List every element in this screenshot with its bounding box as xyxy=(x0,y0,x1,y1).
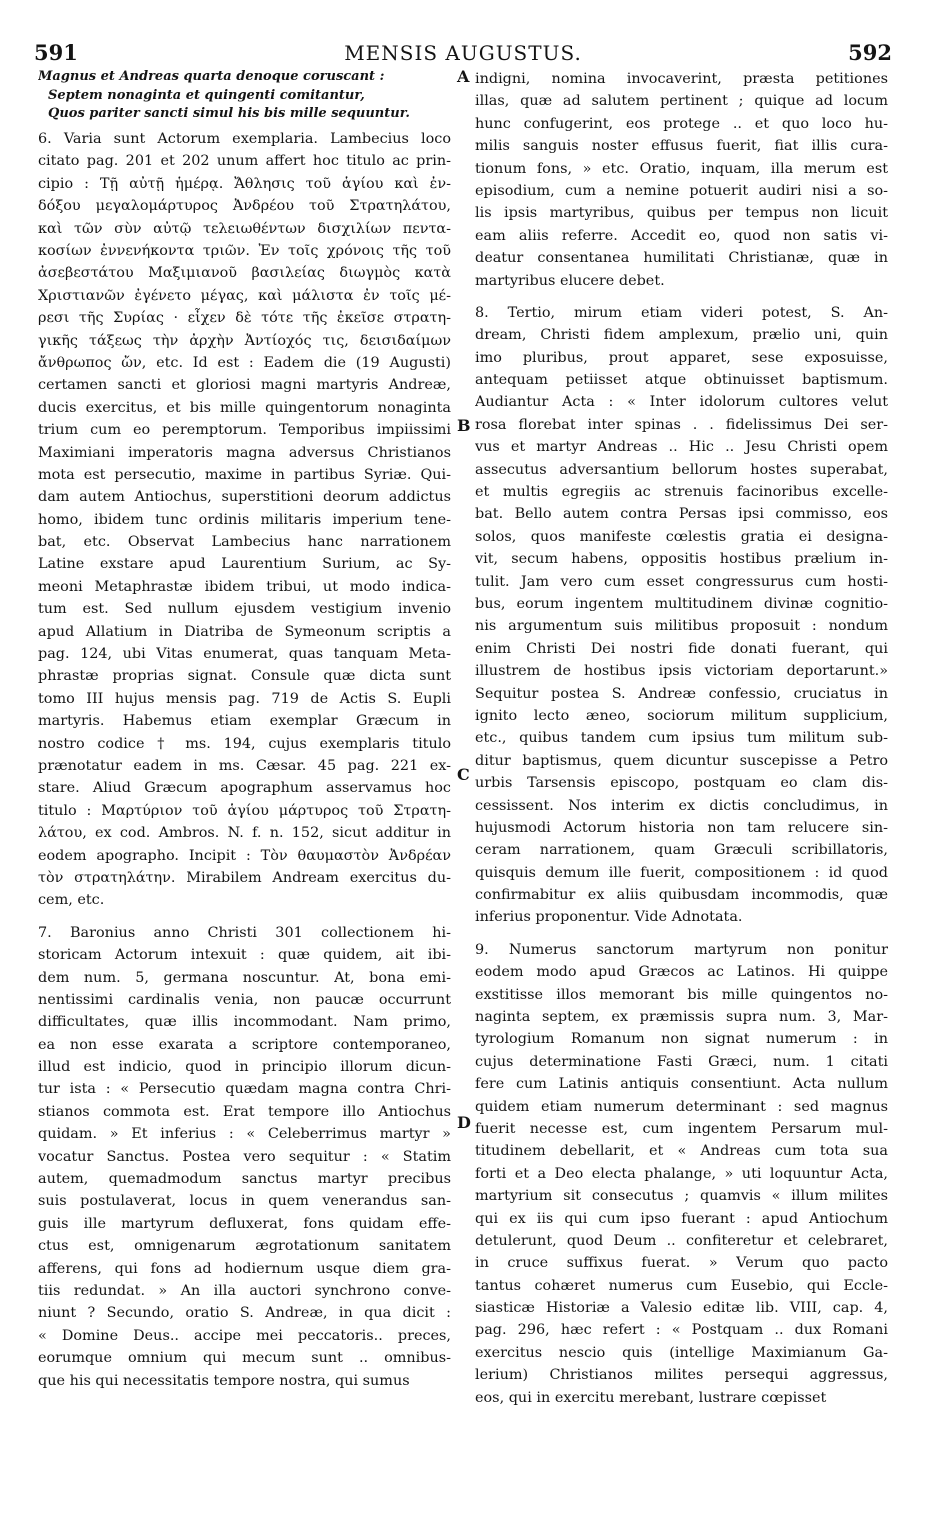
text-line: martyris. Habemus etiam exemplar Græcum in xyxy=(38,713,451,730)
text-line: λάτου, ex cod. Ambros. N. f. n. 152, sicut additur in xyxy=(38,825,451,842)
text-line: tionum fons, » etc. Oratio, inquam, illa merum est xyxy=(475,160,888,177)
text-line: 7. Baronius anno Christi 301 collectionem hi- xyxy=(38,924,451,941)
text-line: forti et a Deo electa phalange, » uti loquuntur Acta, xyxy=(475,1165,888,1182)
text-line: eorumque omnium qui mecum sunt .. omnibus- xyxy=(38,1350,451,1367)
text-line: hujusmodi Actorum historia non tam relucere sin- xyxy=(475,819,888,836)
text-line: tiis redundat. » An illa auctori synchrono conve- xyxy=(38,1282,451,1299)
text-line: illustrem de hostibus ipsis victoriam deportarunt.» xyxy=(475,663,888,680)
text-line: enim Christi Dei nostri fide donati fuerant, qui xyxy=(475,640,888,657)
text-line: ditur baptismus, quem dicuntur suscepisse a Petro xyxy=(475,752,888,769)
text-line: quidem etiam numerum determinant : sed magnus xyxy=(475,1098,888,1115)
text-line: stare. Aliud Græcum apographum asservamus hoc xyxy=(38,780,451,797)
text-line: hunc confugerint, eos protege .. et quo loco hu- xyxy=(475,115,888,132)
text-line: assecutus adversantium bellorum hostes superabat, xyxy=(475,461,888,478)
text-line: ea non esse exarata a scriptore contemporaneo, xyxy=(38,1036,451,1053)
text-line: cipio : Τῇ αὐτῇ ἡμέρᾳ. Ἄθλησις τοῦ ἁγίου καὶ ἐν- xyxy=(38,175,451,192)
text-line: Χριστιανῶν ἐγένετο μέγας, καὶ μάλιστα ἐν τοῖς μέ- xyxy=(38,287,451,304)
text-line: δόξου μεγαλομάρτυρος Ἀνδρέου τοῦ Στρατηλάτου, xyxy=(38,198,451,215)
text-line: tum est. Sed nullum ejusdem vestigium invenio xyxy=(38,601,451,618)
text-line: eodem modo apud Græcos ac Latinos. Hi quippe xyxy=(475,964,888,981)
text-line: dam autem Antiochus, superstitioni deorum addictus xyxy=(38,489,451,506)
text-line: bus, eorum ingentem multitudinem divinæ cognitio- xyxy=(475,595,888,612)
page-number-right: 592 xyxy=(848,40,892,65)
text-line: etc., quibus tandem cum ipsius tum militum sub- xyxy=(475,730,888,747)
left-column xyxy=(38,68,451,1392)
text-line: tyrologium Romanum non signat numerum : in xyxy=(475,1031,888,1048)
text-line: dem num. 5, germana noscuntur. At, bona emi- xyxy=(38,969,451,986)
text-line: inferius proponentur. Vide Adnotata. xyxy=(475,909,743,926)
text-line: pag. 124, ubi Vitas enumerat, quas tanquam Meta- xyxy=(38,646,451,663)
text-line: nostro codice † ms. 194, cujus exemplaris titulo xyxy=(38,735,451,752)
text-line: 6. Varia sunt Actorum exemplaria. Lambecius loco xyxy=(38,131,451,148)
text-line: et multis egregiis ac strenuis facinoribus excelle- xyxy=(475,484,888,501)
text-line: ἄνθρωπος ὤν, etc. Id est : Eadem die (19 Augusti) xyxy=(38,354,451,371)
text-line: vus et martyr Andreas .. Hic .. Jesu Christi opem xyxy=(475,439,888,456)
text-line: confirmabitur ex aliis quibusdam incommodis, quæ xyxy=(475,887,888,904)
text-line: naginta septem, ex præmissis supra num. 3, Mar- xyxy=(475,1009,888,1026)
text-line: solos, quos manifeste cœlestis gratia ei designa- xyxy=(475,528,888,545)
text-line: ctus est, omnigenarum ægrotationum sanitatem xyxy=(38,1238,451,1255)
text-line: deatur consentanea humilitati Christianæ, quæ in xyxy=(475,250,888,267)
text-line: fere cum Latinis antiquis consentiunt. Acta nullum xyxy=(475,1076,888,1093)
text-line: que his qui necessitatis tempore nostra, qui sumus xyxy=(38,1372,410,1389)
text-line: mota est persecutio, maxime in partibus Syriæ. Qui- xyxy=(38,466,451,483)
text-line: nis argumentum suis militibus proposuit : nondum xyxy=(475,618,888,635)
text-line: antequam petiisset atque obtinuisset baptismum. xyxy=(475,372,888,389)
text-line: storicam Actorum intexuit : quæ quidem, ait ibi- xyxy=(38,947,451,964)
text-line: homo, ibidem tunc ordinis militaris imperium tene- xyxy=(38,511,451,528)
text-line: « Domine Deus.. accipe mei peccatoris.. preces, xyxy=(38,1327,451,1344)
text-line: martyrium sit consecutus ; quamvis « illum milites xyxy=(475,1188,888,1205)
text-line: Latine exstare apud Laurentium Surium, ac Sy- xyxy=(38,556,451,573)
text-line: exstitisse illos memorant bis mille quingentos no- xyxy=(475,986,888,1003)
text-line: 8. Tertio, mirum etiam videri potest, S. An- xyxy=(475,304,888,321)
text-line: nentissimi cardinalis venia, non paucæ occurrunt xyxy=(38,991,451,1008)
text-line: autem, quemadmodum sanctus martyr precibus xyxy=(38,1171,451,1188)
text-line: cujus determinatione Fasti Græci, num. 1 citati xyxy=(475,1053,888,1070)
paragraph-7-continued xyxy=(475,68,888,292)
text-line: meoni Metaphrastæ ibidem tribui, ut modo indica- xyxy=(38,578,451,595)
running-title: MENSIS AUGUSTUS. xyxy=(344,41,582,65)
text-line: stianos commota est. Erat tempore illo Antiochus xyxy=(38,1103,451,1120)
paragraph-9 xyxy=(475,939,888,1409)
text-line: fuerit necesse est, cum ingentem Persarum mul- xyxy=(475,1120,888,1137)
text-line: phrastæ proprias signat. Consule quæ dicta sunt xyxy=(38,668,451,685)
text-line: eos, qui in exercitu merebant, lustrare cœpisset xyxy=(475,1389,827,1406)
text-line: vit, secum habens, oppositis hostibus prælium in- xyxy=(475,551,888,568)
text-line: eodem apographo. Incipit : Τὸν θαυμαστὸν Ἀνδρέαν xyxy=(38,847,451,864)
text-line: illud est indicio, quod in principio illorum dicun- xyxy=(38,1059,451,1076)
text-line: quidam. » Et inferius : « Celeberrimus martyr » xyxy=(38,1126,451,1143)
text-line: rosa florebat inter spinas . . fidelissimus Dei ser- xyxy=(475,416,888,433)
text-line: Maximiani imperatoris magna adversus Christianos xyxy=(38,444,451,461)
text-line: urbis Tarsensis episcopo, postquam eo clam dis- xyxy=(475,775,888,792)
text-line: ceram narrationem, quam Græculi scribillatoris, xyxy=(475,842,888,859)
text-line: cessissent. Nos interim ex dictis concludimus, in xyxy=(475,797,888,814)
text-line: episodium, cum a nemine potuerit audiri nisi a so- xyxy=(475,182,888,199)
text-line: Audiantur Acta : « Inter idolorum cultores velut xyxy=(475,394,888,411)
text-line: martyribus elucere debet. xyxy=(475,272,665,289)
text-line: vocatur Sanctus. Postea vero sequitur : « Statim xyxy=(38,1148,451,1165)
margin-marker-b: B xyxy=(457,416,471,435)
text-line: imo pluribus, prout apparet, sese exposuisse, xyxy=(475,349,888,366)
margin-marker-a: A xyxy=(457,67,470,86)
text-line: tantus cohæret numerus cum Eusebio, qui Eccle- xyxy=(475,1277,888,1294)
text-line: suis postulaverat, locus in quem venerandus san- xyxy=(38,1193,451,1210)
right-column xyxy=(475,68,888,1409)
text-line: in cruce suffixus fuerat. » Verum quo pacto xyxy=(475,1255,888,1272)
text-line: cem, etc. xyxy=(38,892,105,909)
text-line: κοσίων ἐννενήκοντα τριῶν. Ἐν τοῖς χρόνοις τῆς τοῦ xyxy=(38,243,451,260)
text-line: ρεσι τῆς Συρίας · εἶχεν δὲ τότε τῆς ἐκεῖσε στρατη- xyxy=(38,310,451,327)
text-line: difficultates, quæ illis incommodant. Nam primo, xyxy=(38,1014,451,1031)
text-line: bat. Bello autem contra Persas ipsi commisso, eos xyxy=(475,506,888,523)
text-line: titudinem debellarit, et « Andreas cum tota sua xyxy=(475,1143,888,1160)
text-line: ducis exercitus, et bis mille quingentorum nonaginta xyxy=(38,399,451,416)
text-line: lis ipsis martyribus, quibus per tempus non licuit xyxy=(475,205,888,222)
text-line: quisquis demum ille fuerit, compositionem : id quod xyxy=(475,864,888,881)
text-line: Sequitur postea S. Andreæ confessio, cruciatus in xyxy=(475,685,888,702)
text-line: tulit. Jam vero cum esset congressurus cum hosti- xyxy=(475,573,888,590)
text-line: γικῆς τάξεως τὴν ἀρχὴν Ἀντίοχός τις, δεισιδαίμων xyxy=(38,332,451,349)
margin-marker-d: D xyxy=(457,1113,471,1132)
text-line: prænotatur eadem in ms. Cæsar. 45 pag. 221 ex- xyxy=(38,758,451,774)
text-line: illas, quæ ad salutem pertinent ; quique ad locum xyxy=(475,93,888,110)
text-line: afferens, qui fons ad hodiernum usque diem gra- xyxy=(38,1260,451,1277)
text-line: τὸν στρατηλάτην. Mirabilem Andream exercitus du- xyxy=(38,869,451,886)
paragraph-6 xyxy=(38,128,451,912)
text-line: Magnus et Andreas quarta denoque coruscant : xyxy=(38,69,385,84)
text-line: niunt ? Secundo, oratio S. Andreæ, in qua dicit : xyxy=(38,1305,451,1322)
text-line: dream, Christi fidem amplexum, prælio uni, quin xyxy=(475,327,888,344)
text-line: titulo : Μαρτύριον τοῦ ἁγίου μάρτυρος τοῦ Στρατη- xyxy=(38,802,451,819)
text-line: indigni, nomina invocaverint, præsta petitiones xyxy=(475,71,888,87)
text-line: apud Allatium in Diatriba de Symeonum scriptis a xyxy=(38,623,451,640)
text-line: Quos pariter sancti simul his bis mille sequuntur. xyxy=(48,106,410,122)
text-line: guis ille martyrum defluxerat, fons quidam effe- xyxy=(38,1215,451,1232)
text-line: lerium) Christianos milites persequi aggressus, xyxy=(475,1367,888,1384)
text-line: certamen sancti et gloriosi magni martyris Andreæ, xyxy=(38,377,451,394)
paragraph-8 xyxy=(475,302,888,929)
page-number-left: 591 xyxy=(34,40,78,65)
text-line: citato pag. 201 et 202 unum affert hoc titulo ac prin- xyxy=(38,153,451,170)
text-line: pag. 296, hæc refert : « Postquam .. dux Romani xyxy=(475,1322,888,1339)
text-line: tur ista : « Persecutio quædam magna contra Chri- xyxy=(38,1081,451,1098)
text-line: Septem nonaginta et quingenti comitantur, xyxy=(48,87,365,103)
text-line: trium cum eo peremptorum. Temporibus impiissimi xyxy=(38,422,451,439)
text-line: καὶ τῶν σὺν αὐτῷ τελειωθέντων δισχιλίων πεντα- xyxy=(38,220,451,237)
verse-epigram xyxy=(38,68,451,124)
text-line: detulerunt, quod Deum .. confiteretur et celebraret, xyxy=(475,1232,888,1249)
text-line: ignito lecto æneo, sociorum militum supplicium, xyxy=(475,707,888,724)
text-line: 9. Numerus sanctorum martyrum non ponitur xyxy=(475,941,888,958)
text-line: bat, etc. Observat Lambecius hanc narrationem xyxy=(38,534,451,551)
text-line: exercitus nescio quis (intellige Maximianum Ga- xyxy=(475,1344,888,1361)
text-line: milis sanguis noster effusus fuerit, fiat illis cura- xyxy=(475,138,888,155)
text-line: siasticæ Historiæ a Valesio editæ lib. VIII, cap. 4, xyxy=(475,1300,888,1317)
margin-marker-c: C xyxy=(457,765,470,784)
text-line: tomo III hujus mensis pag. 719 de Actis S. Eupli xyxy=(38,690,451,707)
page-header xyxy=(34,40,892,66)
paragraph-7 xyxy=(38,922,451,1392)
text-line: eam aliis referre. Accedit eo, quod non satis vi- xyxy=(475,227,888,244)
text-line: qui ex iis qui cum ipso fuerant : apud Antiochum xyxy=(475,1210,888,1227)
text-line: ἀσεβεστάτου Μαξιμιανοῦ βασιλείας διωγμὸς κατὰ xyxy=(38,265,451,282)
